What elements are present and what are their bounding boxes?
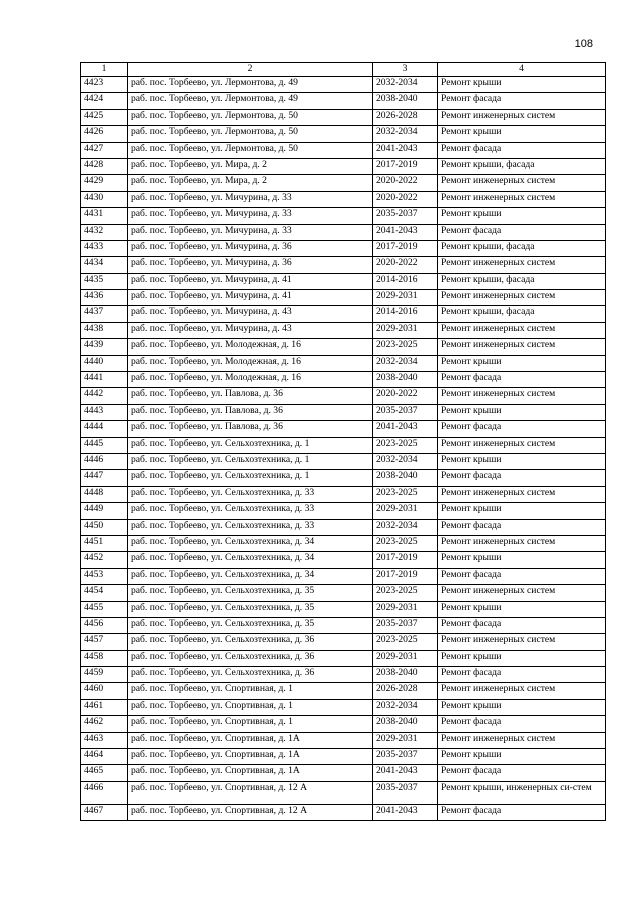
work-type-cell: Ремонт инженерных систем (438, 437, 606, 453)
address-cell: раб. пос. Торбеево, ул. Спортивная, д. 12 А (128, 804, 373, 820)
address-cell: раб. пос. Торбеево, ул. Мичурина, д. 33 (128, 191, 373, 207)
row-number-cell: 4453 (81, 568, 128, 584)
period-cell: 2020-2022 (373, 388, 438, 404)
period-cell: 2020-2022 (373, 257, 438, 273)
period-cell: 2029-2031 (373, 503, 438, 519)
period-cell: 2029-2031 (373, 322, 438, 338)
table-header (81, 63, 606, 77)
work-type-cell: Ремонт фасада (438, 765, 606, 781)
table-body (81, 77, 606, 821)
period-cell: 2023-2025 (373, 437, 438, 453)
row-number-cell: 4436 (81, 290, 128, 306)
table-row (81, 372, 606, 388)
row-number-cell: 4437 (81, 306, 128, 322)
row-number-cell: 4456 (81, 617, 128, 633)
work-type-cell: Ремонт крыши (438, 404, 606, 420)
table-row (81, 355, 606, 371)
table-row (81, 126, 606, 142)
period-cell: 2020-2022 (373, 191, 438, 207)
period-cell: 2014-2016 (373, 306, 438, 322)
address-cell: раб. пос. Торбеево, ул. Павлова, д. 36 (128, 421, 373, 437)
address-cell: раб. пос. Торбеево, ул. Лермонтова, д. 49 (128, 77, 373, 93)
work-type-cell: Ремонт фасада (438, 804, 606, 820)
column-header-work-type: 4 (438, 63, 606, 77)
work-type-cell: Ремонт инженерных систем (438, 339, 606, 355)
address-cell: раб. пос. Торбеево, ул. Лермонтова, д. 49 (128, 93, 373, 109)
period-cell: 2038-2040 (373, 93, 438, 109)
work-type-cell: Ремонт крыши, фасада (438, 273, 606, 289)
header-row (81, 63, 606, 77)
row-number-cell: 4458 (81, 650, 128, 666)
period-cell: 2032-2034 (373, 126, 438, 142)
address-cell: раб. пос. Торбеево, ул. Мичурина, д. 41 (128, 290, 373, 306)
work-type-cell: Ремонт фасада (438, 716, 606, 732)
row-number-cell: 4444 (81, 421, 128, 437)
period-cell: 2026-2028 (373, 683, 438, 699)
table-row (81, 519, 606, 535)
address-cell: раб. пос. Торбеево, ул. Мира, д. 2 (128, 158, 373, 174)
table-row (81, 568, 606, 584)
row-number-cell: 4425 (81, 109, 128, 125)
address-cell: раб. пос. Торбеево, ул. Лермонтова, д. 50 (128, 109, 373, 125)
address-cell: раб. пос. Торбеево, ул. Спортивная, д. 1А (128, 732, 373, 748)
address-cell: раб. пос. Торбеево, ул. Спортивная, д. 12 А (128, 781, 373, 804)
repair-schedule-table (80, 62, 606, 821)
row-number-cell: 4427 (81, 142, 128, 158)
period-cell: 2023-2025 (373, 339, 438, 355)
period-cell: 2035-2037 (373, 404, 438, 420)
period-cell: 2035-2037 (373, 749, 438, 765)
column-header-address: 2 (128, 63, 373, 77)
address-cell: раб. пос. Торбеево, ул. Мира, д. 2 (128, 175, 373, 191)
row-number-cell: 4440 (81, 355, 128, 371)
work-type-cell: Ремонт фасада (438, 617, 606, 633)
work-type-cell: Ремонт фасада (438, 568, 606, 584)
table-row (81, 404, 606, 420)
table-row (81, 732, 606, 748)
address-cell: раб. пос. Торбеево, ул. Мичурина, д. 36 (128, 257, 373, 273)
period-cell: 2032-2034 (373, 355, 438, 371)
row-number-cell: 4426 (81, 126, 128, 142)
table-row (81, 699, 606, 715)
period-cell: 2035-2037 (373, 208, 438, 224)
address-cell: раб. пос. Торбеево, ул. Сельхозтехника, д. 1 (128, 470, 373, 486)
address-cell: раб. пос. Торбеево, ул. Сельхозтехника, д. 36 (128, 667, 373, 683)
row-number-cell: 4424 (81, 93, 128, 109)
work-type-cell: Ремонт фасада (438, 421, 606, 437)
table-row (81, 716, 606, 732)
period-cell: 2017-2019 (373, 158, 438, 174)
row-number-cell: 4448 (81, 486, 128, 502)
period-cell: 2014-2016 (373, 273, 438, 289)
work-type-cell: Ремонт фасада (438, 142, 606, 158)
address-cell: раб. пос. Торбеево, ул. Сельхозтехника, д. 35 (128, 617, 373, 633)
table-row (81, 273, 606, 289)
period-cell: 2020-2022 (373, 175, 438, 191)
table-row (81, 650, 606, 666)
work-type-cell: Ремонт инженерных систем (438, 388, 606, 404)
row-number-cell: 4438 (81, 322, 128, 338)
row-number-cell: 4457 (81, 634, 128, 650)
table-row (81, 437, 606, 453)
row-number-cell: 4446 (81, 453, 128, 469)
row-number-cell: 4447 (81, 470, 128, 486)
period-cell: 2023-2025 (373, 486, 438, 502)
work-type-cell: Ремонт крыши (438, 601, 606, 617)
period-cell: 2023-2025 (373, 585, 438, 601)
table-row (81, 617, 606, 633)
work-type-cell: Ремонт фасада (438, 667, 606, 683)
table-row (81, 240, 606, 256)
period-cell: 2023-2025 (373, 535, 438, 551)
table-row (81, 77, 606, 93)
row-number-cell: 4459 (81, 667, 128, 683)
work-type-cell: Ремонт крыши, инженерных си-стем (438, 781, 606, 804)
table-row (81, 224, 606, 240)
work-type-cell: Ремонт крыши (438, 355, 606, 371)
address-cell: раб. пос. Торбеево, ул. Сельхозтехника, д. 34 (128, 535, 373, 551)
table-row (81, 388, 606, 404)
row-number-cell: 4432 (81, 224, 128, 240)
row-number-cell: 4423 (81, 77, 128, 93)
address-cell: раб. пос. Торбеево, ул. Лермонтова, д. 50 (128, 142, 373, 158)
table-row (81, 765, 606, 781)
period-cell: 2029-2031 (373, 601, 438, 617)
period-cell: 2041-2043 (373, 804, 438, 820)
address-cell: раб. пос. Торбеево, ул. Спортивная, д. 1 (128, 683, 373, 699)
row-number-cell: 4449 (81, 503, 128, 519)
work-type-cell: Ремонт крыши (438, 208, 606, 224)
address-cell: раб. пос. Торбеево, ул. Спортивная, д. 1 (128, 716, 373, 732)
table-row (81, 175, 606, 191)
period-cell: 2026-2028 (373, 109, 438, 125)
address-cell: раб. пос. Торбеево, ул. Мичурина, д. 33 (128, 224, 373, 240)
work-type-cell: Ремонт инженерных систем (438, 257, 606, 273)
row-number-cell: 4434 (81, 257, 128, 273)
period-cell: 2029-2031 (373, 732, 438, 748)
row-number-cell: 4452 (81, 552, 128, 568)
table-row (81, 93, 606, 109)
period-cell: 2029-2031 (373, 290, 438, 306)
work-type-cell: Ремонт крыши (438, 552, 606, 568)
period-cell: 2041-2043 (373, 421, 438, 437)
table-row (81, 503, 606, 519)
address-cell: раб. пос. Торбеево, ул. Сельхозтехника, д. 33 (128, 519, 373, 535)
page-number: 108 (574, 38, 593, 50)
table-row (81, 667, 606, 683)
table-row (81, 486, 606, 502)
period-cell: 2017-2019 (373, 568, 438, 584)
period-cell: 2032-2034 (373, 699, 438, 715)
table-row (81, 535, 606, 551)
address-cell: раб. пос. Торбеево, ул. Мичурина, д. 36 (128, 240, 373, 256)
table-row (81, 158, 606, 174)
work-type-cell: Ремонт фасада (438, 519, 606, 535)
work-type-cell: Ремонт крыши (438, 453, 606, 469)
row-number-cell: 4464 (81, 749, 128, 765)
table-row (81, 339, 606, 355)
table-row (81, 306, 606, 322)
row-number-cell: 4441 (81, 372, 128, 388)
row-number-cell: 4461 (81, 699, 128, 715)
row-number-cell: 4462 (81, 716, 128, 732)
work-type-cell: Ремонт крыши, фасада (438, 240, 606, 256)
period-cell: 2017-2019 (373, 240, 438, 256)
work-type-cell: Ремонт инженерных систем (438, 683, 606, 699)
period-cell: 2041-2043 (373, 142, 438, 158)
table-row (81, 142, 606, 158)
table-row (81, 208, 606, 224)
address-cell: раб. пос. Торбеево, ул. Спортивная, д. 1 (128, 699, 373, 715)
address-cell: раб. пос. Торбеево, ул. Спортивная, д. 1А (128, 765, 373, 781)
work-type-cell: Ремонт инженерных систем (438, 486, 606, 502)
table-row (81, 191, 606, 207)
period-cell: 2023-2025 (373, 634, 438, 650)
work-type-cell: Ремонт инженерных систем (438, 634, 606, 650)
work-type-cell: Ремонт фасада (438, 470, 606, 486)
row-number-cell: 4431 (81, 208, 128, 224)
row-number-cell: 4428 (81, 158, 128, 174)
address-cell: раб. пос. Торбеево, ул. Сельхозтехника, д. 36 (128, 634, 373, 650)
table-row (81, 322, 606, 338)
table-row (81, 552, 606, 568)
work-type-cell: Ремонт крыши (438, 650, 606, 666)
table-row (81, 257, 606, 273)
work-type-cell: Ремонт инженерных систем (438, 109, 606, 125)
address-cell: раб. пос. Торбеево, ул. Мичурина, д. 43 (128, 322, 373, 338)
work-type-cell: Ремонт инженерных систем (438, 322, 606, 338)
row-number-cell: 4433 (81, 240, 128, 256)
address-cell: раб. пос. Торбеево, ул. Молодежная, д. 16 (128, 372, 373, 388)
work-type-cell: Ремонт инженерных систем (438, 535, 606, 551)
period-cell: 2041-2043 (373, 224, 438, 240)
period-cell: 2029-2031 (373, 650, 438, 666)
work-type-cell: Ремонт крыши (438, 699, 606, 715)
row-number-cell: 4467 (81, 804, 128, 820)
work-type-cell: Ремонт инженерных систем (438, 191, 606, 207)
period-cell: 2038-2040 (373, 716, 438, 732)
period-cell: 2017-2019 (373, 552, 438, 568)
work-type-cell: Ремонт инженерных систем (438, 175, 606, 191)
table-row (81, 585, 606, 601)
row-number-cell: 4445 (81, 437, 128, 453)
address-cell: раб. пос. Торбеево, ул. Сельхозтехника, д. 34 (128, 568, 373, 584)
address-cell: раб. пос. Торбеево, ул. Молодежная, д. 16 (128, 339, 373, 355)
period-cell: 2038-2040 (373, 470, 438, 486)
work-type-cell: Ремонт крыши (438, 126, 606, 142)
address-cell: раб. пос. Торбеево, ул. Молодежная, д. 16 (128, 355, 373, 371)
table-row (81, 470, 606, 486)
address-cell: раб. пос. Торбеево, ул. Сельхозтехника, д. 33 (128, 486, 373, 502)
row-number-cell: 4451 (81, 535, 128, 551)
address-cell: раб. пос. Торбеево, ул. Сельхозтехника, д. 33 (128, 503, 373, 519)
address-cell: раб. пос. Торбеево, ул. Сельхозтехника, д. 35 (128, 601, 373, 617)
row-number-cell: 4442 (81, 388, 128, 404)
address-cell: раб. пос. Торбеево, ул. Павлова, д. 36 (128, 388, 373, 404)
work-type-cell: Ремонт инженерных систем (438, 290, 606, 306)
work-type-cell: Ремонт крыши (438, 77, 606, 93)
work-type-cell: Ремонт фасада (438, 372, 606, 388)
table-row (81, 453, 606, 469)
address-cell: раб. пос. Торбеево, ул. Сельхозтехника, д. 36 (128, 650, 373, 666)
column-header-number: 1 (81, 63, 128, 77)
row-number-cell: 4454 (81, 585, 128, 601)
table-row (81, 634, 606, 650)
address-cell: раб. пос. Торбеево, ул. Лермонтова, д. 50 (128, 126, 373, 142)
row-number-cell: 4463 (81, 732, 128, 748)
row-number-cell: 4429 (81, 175, 128, 191)
work-type-cell: Ремонт крыши (438, 503, 606, 519)
table-row (81, 290, 606, 306)
period-cell: 2032-2034 (373, 77, 438, 93)
period-cell: 2032-2034 (373, 519, 438, 535)
work-type-cell: Ремонт фасада (438, 224, 606, 240)
row-number-cell: 4435 (81, 273, 128, 289)
period-cell: 2032-2034 (373, 453, 438, 469)
row-number-cell: 4430 (81, 191, 128, 207)
row-number-cell: 4439 (81, 339, 128, 355)
address-cell: раб. пос. Торбеево, ул. Спортивная, д. 1А (128, 749, 373, 765)
row-number-cell: 4450 (81, 519, 128, 535)
period-cell: 2038-2040 (373, 667, 438, 683)
row-number-cell: 4460 (81, 683, 128, 699)
table-row (81, 601, 606, 617)
work-type-cell: Ремонт инженерных систем (438, 732, 606, 748)
work-type-cell: Ремонт инженерных систем (438, 585, 606, 601)
row-number-cell: 4466 (81, 781, 128, 804)
table-row (81, 781, 606, 804)
table-row (81, 109, 606, 125)
table-row (81, 804, 606, 820)
table-row (81, 421, 606, 437)
table-row (81, 683, 606, 699)
address-cell: раб. пос. Торбеево, ул. Павлова, д. 36 (128, 404, 373, 420)
address-cell: раб. пос. Торбеево, ул. Сельхозтехника, д. 1 (128, 453, 373, 469)
work-type-cell: Ремонт крыши, фасада (438, 158, 606, 174)
address-cell: раб. пос. Торбеево, ул. Сельхозтехника, д. 35 (128, 585, 373, 601)
row-number-cell: 4455 (81, 601, 128, 617)
work-type-cell: Ремонт крыши (438, 749, 606, 765)
period-cell: 2035-2037 (373, 781, 438, 804)
address-cell: раб. пос. Торбеево, ул. Сельхозтехника, д. 34 (128, 552, 373, 568)
work-type-cell: Ремонт фасада (438, 93, 606, 109)
row-number-cell: 4465 (81, 765, 128, 781)
period-cell: 2041-2043 (373, 765, 438, 781)
address-cell: раб. пос. Торбеево, ул. Сельхозтехника, д. 1 (128, 437, 373, 453)
address-cell: раб. пос. Торбеево, ул. Мичурина, д. 33 (128, 208, 373, 224)
address-cell: раб. пос. Торбеево, ул. Мичурина, д. 43 (128, 306, 373, 322)
work-type-cell: Ремонт крыши, фасада (438, 306, 606, 322)
address-cell: раб. пос. Торбеево, ул. Мичурина, д. 41 (128, 273, 373, 289)
table-row (81, 749, 606, 765)
row-number-cell: 4443 (81, 404, 128, 420)
period-cell: 2038-2040 (373, 372, 438, 388)
period-cell: 2035-2037 (373, 617, 438, 633)
column-header-period: 3 (373, 63, 438, 77)
